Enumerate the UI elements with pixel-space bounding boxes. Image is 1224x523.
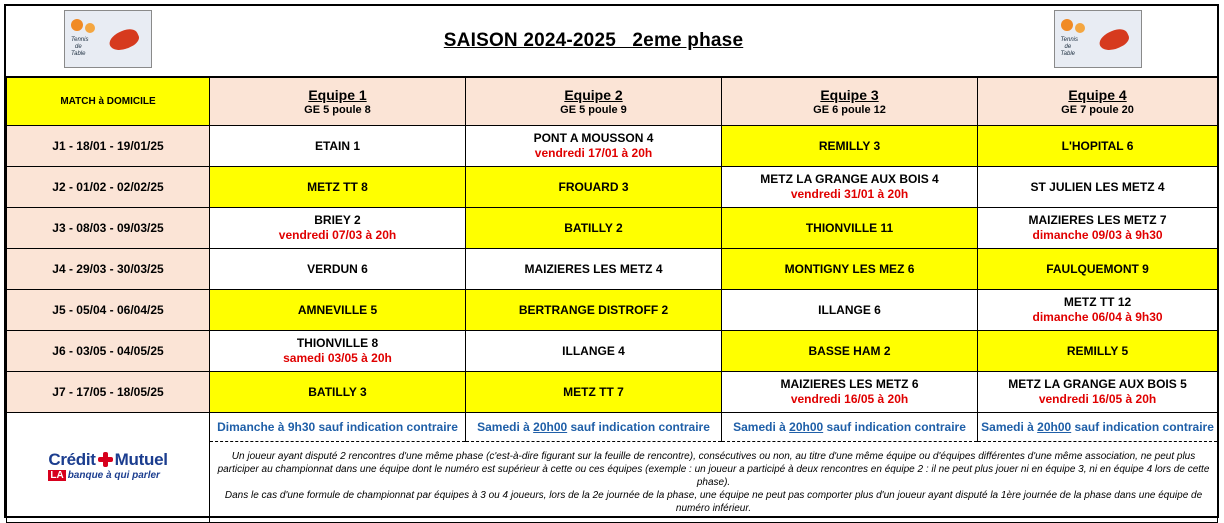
opponent-name: AMNEVILLE 5 — [297, 302, 378, 317]
match-time-note: samedi 03/05 à 20h — [283, 351, 392, 365]
match-cell — [466, 372, 722, 413]
match-cell — [210, 249, 466, 290]
match-time-note: vendredi 16/05 à 20h — [1038, 392, 1157, 406]
match-cell — [722, 167, 978, 208]
default-time-note: Samedi à 20h00 sauf indication contraire — [466, 413, 722, 442]
team-name: Equipe 4 — [1068, 86, 1127, 103]
round-row — [7, 331, 1218, 372]
opponent-name: METZ TT 7 — [563, 384, 624, 399]
opponent-name: L'HOPITAL 6 — [1061, 138, 1134, 153]
sponsor-logo: Crédit Mutuel LA banque à qui parler — [48, 450, 168, 481]
rule-paragraph: Dans le cas d'une formule de championnat par équipes à 3 ou 4 joueurs, lors de la 2e journée de la phase, une équipe ne peut pas comporter plus d'un joueur ayant disputé la 1ère journée de la phase dans une équipe de numéro inférieur. — [224, 489, 1203, 514]
opponent-name: REMILLY 5 — [1066, 343, 1129, 358]
schedule-table — [6, 6, 1218, 523]
header-row — [7, 77, 1218, 126]
team-name: Equipe 3 — [820, 86, 879, 103]
match-cell — [978, 290, 1218, 331]
opponent-name: MAIZIERES LES METZ 7 — [1028, 213, 1167, 227]
team-header — [466, 77, 722, 126]
round-date: J1 - 18/01 - 19/01/25 — [7, 126, 210, 167]
opponent-name: BERTRANGE DISTROFF 2 — [518, 302, 669, 317]
match-time-note: dimanche 09/03 à 9h30 — [1032, 228, 1163, 242]
default-time-note: Samedi à 20h00 sauf indication contraire — [722, 413, 978, 442]
opponent-name: BATILLY 3 — [308, 384, 367, 399]
round-row — [7, 290, 1218, 331]
round-row — [7, 126, 1218, 167]
match-cell — [978, 331, 1218, 372]
match-cell — [210, 208, 466, 249]
match-cell — [722, 249, 978, 290]
team-name: Equipe 1 — [308, 86, 367, 103]
default-time-note: Dimanche à 9h30 sauf indication contraire — [210, 413, 466, 442]
match-cell — [210, 290, 466, 331]
opponent-name: METZ LA GRANGE AUX BOIS 4 — [760, 172, 939, 186]
opponent-name: METZ LA GRANGE AUX BOIS 5 — [1008, 377, 1187, 391]
opponent-name: FAULQUEMONT 9 — [1046, 261, 1149, 276]
match-cell — [722, 372, 978, 413]
match-cell — [978, 372, 1218, 413]
team-header — [978, 77, 1218, 126]
team-header — [722, 77, 978, 126]
match-cell — [722, 208, 978, 249]
page-title: SAISON 2024-2025 2eme phase — [443, 29, 744, 51]
home-match-label: MATCH à DOMICILE — [7, 77, 210, 126]
match-time-note: vendredi 16/05 à 20h — [790, 392, 909, 406]
rules-text — [210, 442, 1218, 523]
opponent-name: BATILLY 2 — [564, 220, 623, 235]
opponent-name: MONTIGNY LES MEZ 6 — [784, 261, 915, 276]
match-cell — [978, 126, 1218, 167]
team-division: GE 5 poule 8 — [304, 103, 371, 116]
team-header — [210, 77, 466, 126]
match-cell — [466, 290, 722, 331]
match-cell — [210, 331, 466, 372]
match-time-note: vendredi 07/03 à 20h — [278, 228, 397, 242]
opponent-name: THIONVILLE 8 — [296, 336, 379, 350]
opponent-name: ILLANGE 6 — [818, 302, 881, 317]
opponent-name: BRIEY 2 — [314, 213, 361, 227]
opponent-name: METZ TT 12 — [1063, 295, 1132, 309]
match-cell — [466, 249, 722, 290]
club-logo-right: Tennis de Table — [1054, 10, 1142, 68]
match-cell — [722, 126, 978, 167]
match-cell — [978, 167, 1218, 208]
cross-icon — [98, 452, 113, 467]
round-date: J5 - 05/04 - 06/04/25 — [7, 290, 210, 331]
match-time-note: vendredi 31/01 à 20h — [790, 187, 909, 201]
round-row — [7, 167, 1218, 208]
match-cell — [466, 126, 722, 167]
match-time-note: vendredi 17/01 à 20h — [534, 146, 653, 160]
sponsor-cell — [7, 413, 210, 523]
opponent-name: MAIZIERES LES METZ 4 — [524, 261, 663, 276]
rule-paragraph: Un joueur ayant disputé 2 rencontres d'une même phase (c'est-à-dire figurant sur la feuille de rencontre), consécutives ou non, au titre d'une même équipe ou d'équipes différentes d'une même association, ne peut plus participer au championnat dans une équipe dont le numéro est supérieur à cette ou ces équipes (exemple : un joueur a participé à deux rencontres en équipe 2 : il ne peut plus jouer ni en équipe 3, ni en équipe 4 lors de cette phase). — [217, 450, 1210, 488]
team-division: GE 5 poule 9 — [560, 103, 627, 116]
round-date: J4 - 29/03 - 30/03/25 — [7, 249, 210, 290]
match-cell — [466, 167, 722, 208]
team-name: Equipe 2 — [564, 86, 623, 103]
opponent-name: ETAIN 1 — [314, 138, 361, 153]
round-row — [7, 249, 1218, 290]
opponent-name: BASSE HAM 2 — [808, 343, 891, 358]
match-cell — [210, 126, 466, 167]
team-division: GE 7 poule 20 — [1061, 103, 1134, 116]
opponent-name: ILLANGE 4 — [562, 343, 625, 358]
round-row — [7, 372, 1218, 413]
opponent-name: ST JULIEN LES METZ 4 — [1030, 179, 1165, 194]
opponent-name: PONT A MOUSSON 4 — [533, 131, 654, 145]
match-cell — [978, 249, 1218, 290]
match-cell — [466, 208, 722, 249]
match-cell — [978, 208, 1218, 249]
opponent-name: METZ TT 8 — [307, 179, 368, 194]
default-times-row — [7, 413, 1218, 442]
round-date: J7 - 17/05 - 18/05/25 — [7, 372, 210, 413]
match-cell — [722, 331, 978, 372]
match-cell — [466, 331, 722, 372]
club-logo-left: Tennis de Table — [64, 10, 152, 68]
round-date: J6 - 03/05 - 04/05/25 — [7, 331, 210, 372]
opponent-name: FROUARD 3 — [558, 179, 629, 194]
round-date: J2 - 01/02 - 02/02/25 — [7, 167, 210, 208]
team-division: GE 6 poule 12 — [813, 103, 886, 116]
opponent-name: THIONVILLE 11 — [805, 220, 894, 235]
default-time-note: Samedi à 20h00 sauf indication contraire — [978, 413, 1218, 442]
match-cell — [722, 290, 978, 331]
match-time-note: dimanche 06/04 à 9h30 — [1032, 310, 1163, 324]
match-cell — [210, 372, 466, 413]
schedule-sheet — [4, 4, 1219, 518]
opponent-name: REMILLY 3 — [818, 138, 881, 153]
match-cell — [210, 167, 466, 208]
opponent-name: MAIZIERES LES METZ 6 — [780, 377, 919, 391]
title-row — [7, 6, 1218, 77]
round-date: J3 - 08/03 - 09/03/25 — [7, 208, 210, 249]
round-row — [7, 208, 1218, 249]
opponent-name: VERDUN 6 — [307, 261, 368, 276]
